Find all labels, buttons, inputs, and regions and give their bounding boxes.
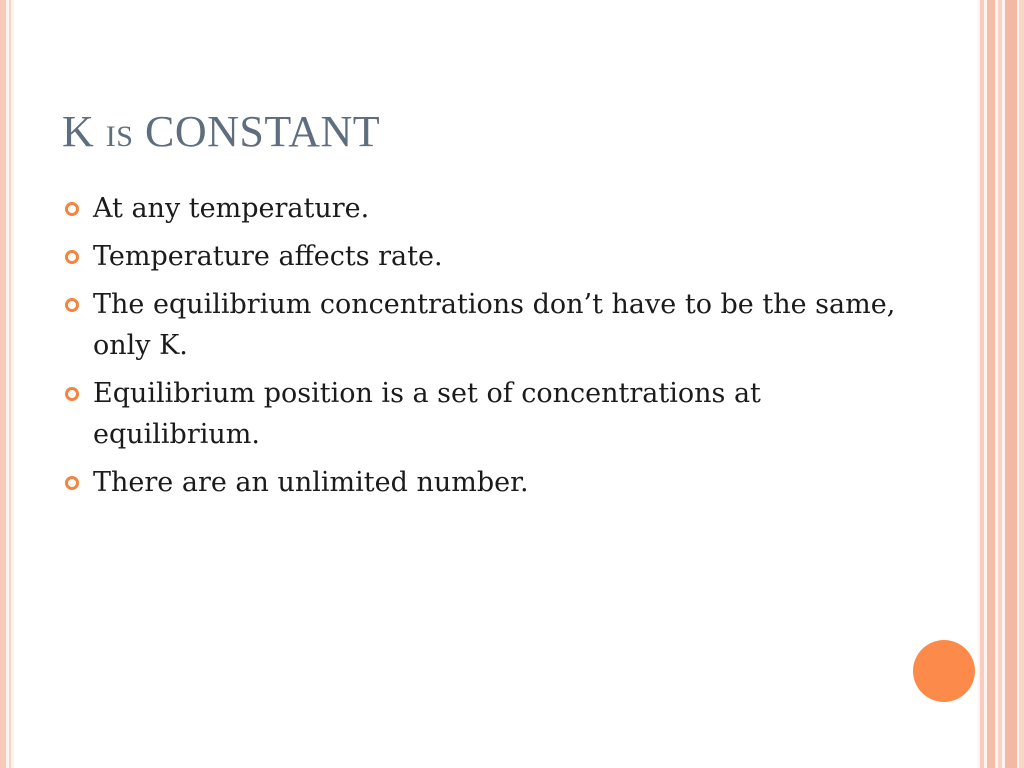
hollow-circle-icon [65,387,79,401]
hollow-circle-icon [65,250,79,264]
title-part-constant: CONSTANT [133,107,381,156]
bullet-item [62,236,902,277]
bullet-item [62,373,902,455]
slide-title [62,106,380,157]
hollow-circle-icon [65,476,79,490]
title-part-k: K [62,107,106,156]
bullet-list [62,188,902,510]
left-frame-stripe-inner [9,0,11,768]
bullet-text: The equilibrium concentrations don’t have to be the same, only K. [93,289,896,361]
bullet-item [62,284,902,366]
title-part-is: IS [105,120,134,153]
right-frame-band-5 [1019,0,1024,768]
right-frame-band-2 [987,0,995,768]
bullet-text: Equilibrium position is a set of concentrations at equilibrium. [93,378,761,450]
bullet-text: At any temperature. [93,193,370,224]
bullet-text: There are an unlimited number. [93,467,529,498]
right-frame-band-4 [1005,0,1017,768]
bullet-text: Temperature affects rate. [93,241,443,272]
hollow-circle-icon [65,202,79,216]
left-frame-stripe [0,0,6,768]
right-frame-band-1 [980,0,984,768]
bullet-item [62,462,902,503]
hollow-circle-icon [65,298,79,312]
bullet-item [62,188,902,229]
orange-circle-icon [913,640,975,702]
right-frame-band-3 [998,0,1002,768]
